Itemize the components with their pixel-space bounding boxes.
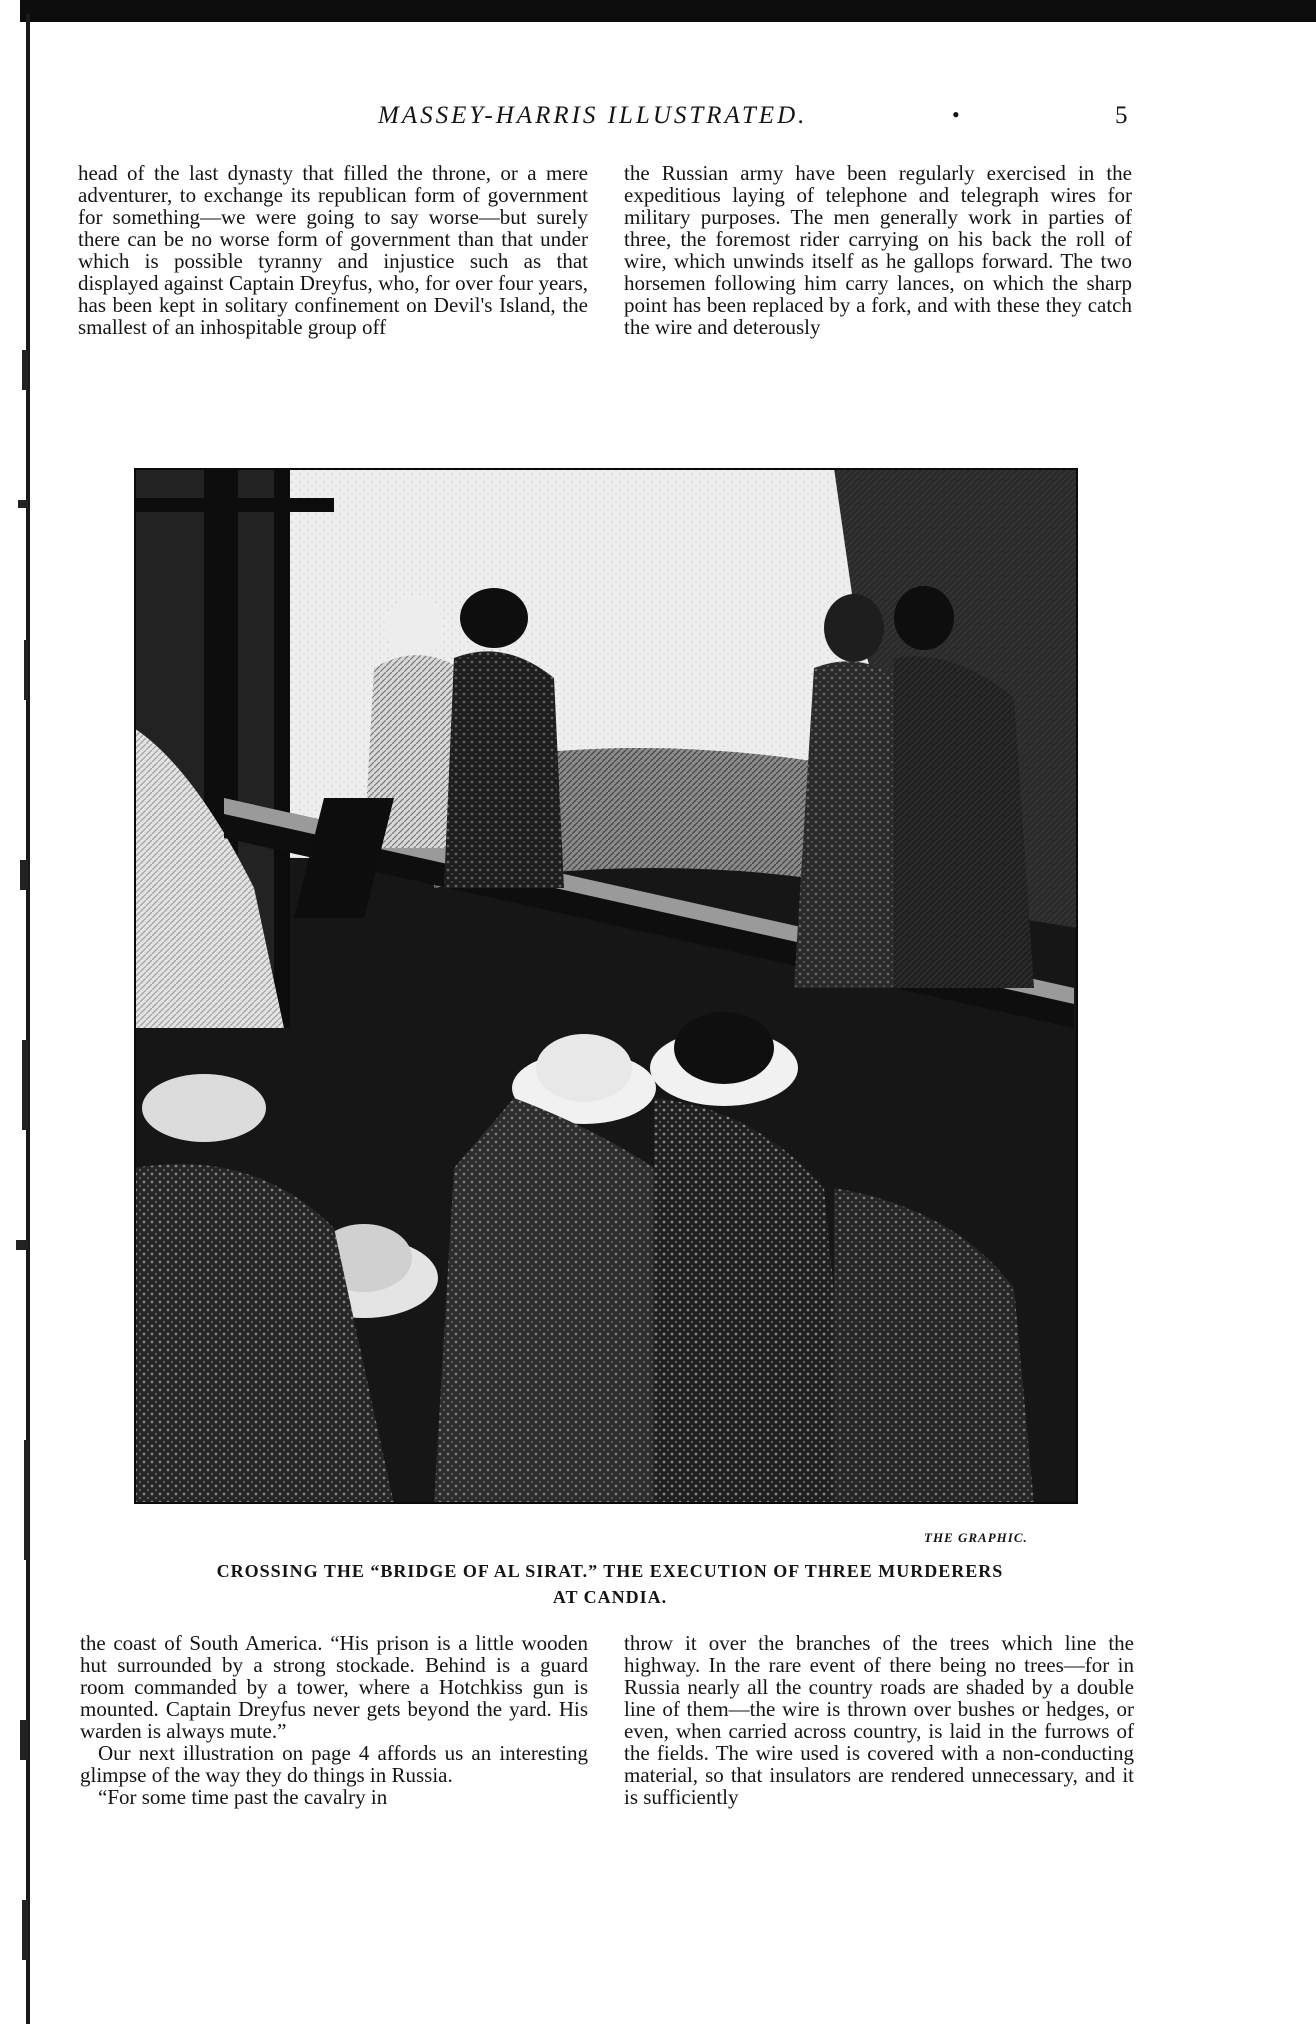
running-title: MASSEY-HARRIS ILLUSTRATED. bbox=[378, 102, 808, 129]
caption-line-1: CROSSING THE “BRIDGE OF AL SIRAT.” THE EXECUTION OF THREE MURDERERS bbox=[216, 1561, 1004, 1581]
paragraph: the Russian army have been regularly exercised in the expeditious laying of telephone and telegraph wires for military purposes. The men generally work in parties of three, the foremost rider carrying on his back the roll of wire, which unwinds itself as he gallops forward. The two horsemen following him carry lances, on which the sharp point has been replaced by a fork, and with these they catch the wire and deterously bbox=[624, 161, 1132, 339]
image-credit: THE GRAPHIC. bbox=[924, 1530, 1028, 1545]
paragraph: head of the last dynasty that filled the throne, or a mere adventurer, to exchange its republican form of government for something—we were going to say worse—but surely there can be no worse form of government than that under which is possible tyranny and injustice such as that displayed against Captain Dreyfus, who, for over four years, has been kept in solitary confinement on Devil's Island, the smallest of an inhospitable group off bbox=[78, 161, 588, 339]
column-bottom-right bbox=[624, 1632, 1134, 1808]
column-bottom-left bbox=[80, 1632, 588, 1808]
illustration-caption bbox=[84, 1558, 1136, 1610]
paragraph: the coast of South America. “His prison is a little wooden hut surrounded by a strong stockade. Behind is a guard room commanded by a tower, where a Hotchkiss gun is mounted. Captain Dreyfus never gets beyond the yard. His warden is always mute.” bbox=[80, 1631, 588, 1743]
column-top-left bbox=[78, 162, 588, 338]
column-top-right bbox=[624, 162, 1132, 338]
engraving-image bbox=[134, 468, 1078, 1504]
page-number: 5 bbox=[1115, 102, 1128, 129]
paragraph: Our next illustration on page 4 affords us an interesting glimpse of the way they do things in Russia. bbox=[80, 1741, 588, 1787]
caption-line-2: AT CANDIA. bbox=[552, 1587, 668, 1607]
paragraph: “For some time past the cavalry in bbox=[98, 1785, 388, 1809]
paragraph: throw it over the branches of the trees which line the highway. In the rare event of there being no trees—for in Russia nearly all the country roads are shaded by a double line of them—the wire is thrown over bushes or hedges, or even, when carried across country, is laid in the furrows of the fields. The wire used is covered with a non-conducting material, so that insulators are rendered unnecessary, and it is sufficiently bbox=[624, 1631, 1134, 1809]
header-bullet: • bbox=[952, 102, 960, 127]
left-margin-specks bbox=[10, 340, 40, 2000]
top-border-rule bbox=[20, 0, 1316, 22]
page-header bbox=[138, 102, 1138, 138]
execution-illustration bbox=[134, 468, 1078, 1504]
